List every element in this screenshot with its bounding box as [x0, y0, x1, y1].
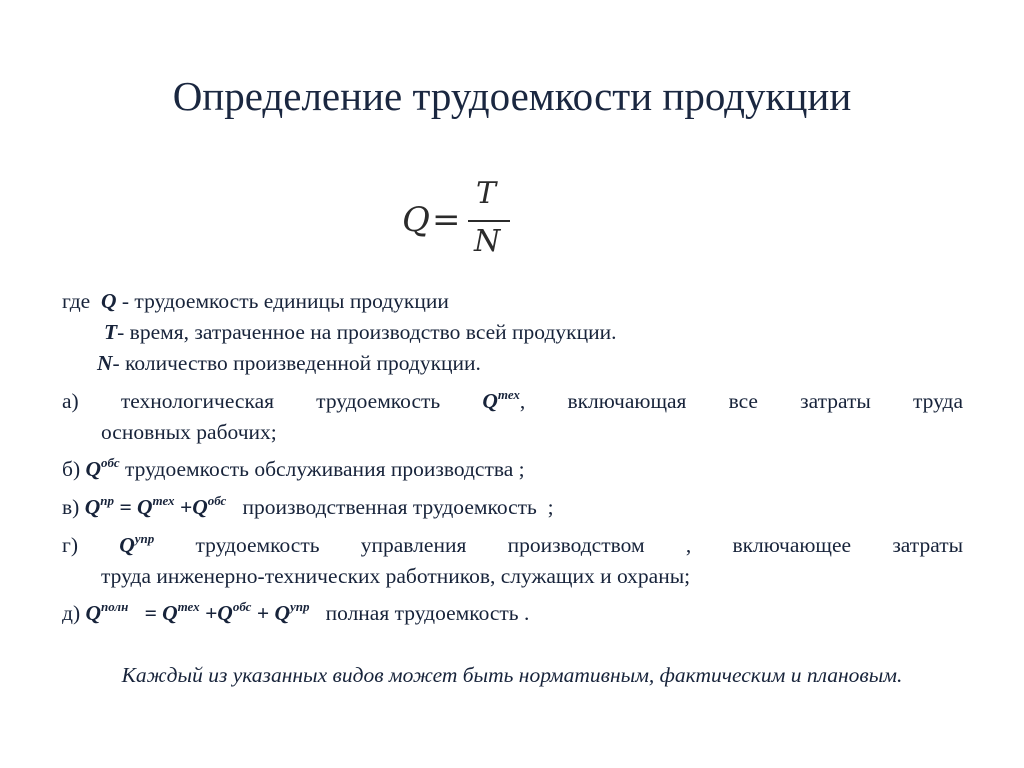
definition-t: T- время, затраченное на производство всей продукции.: [104, 320, 617, 344]
formula-lhs: Q: [402, 200, 430, 240]
slide-title: Определение трудоемкости продукции: [172, 73, 852, 119]
item-a-line2: основных рабочих;: [101, 420, 277, 444]
formula-equals: =: [432, 200, 461, 240]
item-v: в) $Q^{пр} = Q^{тех} +Q^{обс}$ производственная трудоемкость ;: [62, 493, 554, 519]
symbol-t: T: [104, 320, 118, 344]
formula-numerator: T: [476, 176, 497, 211]
item-d: д) $Q^{полн} = Q^{тех} +Q^{обс} + Q^{упр}$ полная трудоемкость .: [62, 599, 530, 625]
item-g-line1: г) $Q^{упр}$ трудоемкость управления производством , включающее затраты: [62, 531, 964, 557]
item-g-line2: труда инженерно-технических работников, служащих и охраны;: [101, 564, 691, 588]
fraction-bar: [468, 220, 510, 222]
item-b: б) $Q^{обс}$ трудоемкость обслуживания производства ;: [62, 455, 525, 481]
formula-denominator: N: [474, 224, 501, 259]
item-a-line1: а) технологическая трудоемкость $Q^{тех}$, включающая все затраты труда: [62, 387, 963, 413]
symbol-n: N: [97, 351, 113, 375]
labor-intensity-formula: [402, 176, 522, 266]
definition-q: где Q - трудоемкость единицы продукции: [62, 289, 449, 313]
definition-n: N- количество произведенной продукции.: [97, 351, 481, 375]
footer-note: Каждый из указанных видов может быть нормативным, фактическим и плановым.: [121, 663, 903, 687]
symbol-q: Q: [100, 289, 117, 313]
